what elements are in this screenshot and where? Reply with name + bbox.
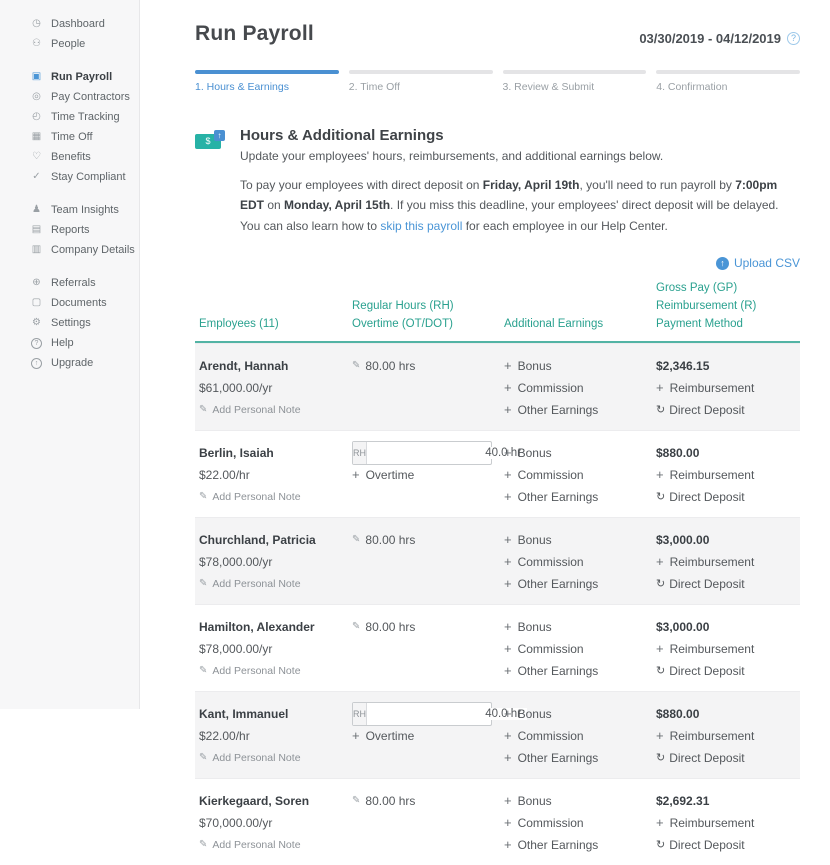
plus-icon: + [504, 576, 512, 592]
payment-method[interactable]: ↻ Direct Deposit [656, 750, 745, 765]
employee-name: Hamilton, Alexander [199, 619, 315, 634]
plus-icon: + [656, 380, 664, 396]
table-row [195, 691, 800, 778]
plus-icon: + [504, 663, 512, 679]
deadline-paragraph: To pay your employees with direct deposit on Friday, April 19th, you'll need to run payroll by 7:00pm EDT on Monday, April 15th. If you miss this deadline, your employees' direct deposit will be delayed. You can also learn how to skip this payroll for each employee in our Help Center. [240, 178, 779, 233]
employee-name: Churchland, Patricia [199, 532, 316, 547]
direct-deposit-icon: ↻ [656, 839, 666, 852]
step-bar [656, 70, 800, 74]
employee-rate: $61,000.00/yr [199, 380, 273, 395]
pencil-icon: ✎ [199, 491, 208, 503]
add-commission-button[interactable]: + Commission [504, 641, 584, 657]
sidebar-item-label: Time Tracking [51, 111, 120, 123]
sidebar-item-label: Upgrade [51, 357, 94, 369]
sidebar-item-benefits[interactable] [0, 147, 139, 167]
employee-rate: $78,000.00/yr [199, 641, 273, 656]
add-other-earnings-button[interactable]: + Other Earnings [504, 750, 599, 766]
add-commission-button[interactable]: + Commission [504, 728, 584, 744]
sidebar-item-stay-compliant[interactable] [0, 167, 139, 187]
col-header-employees: Employees (11) [199, 317, 279, 330]
gross-pay-value: $880.00 [656, 445, 700, 460]
employee-rate: $22.00/hr [199, 467, 250, 482]
skip-payroll-link[interactable]: skip this payroll [380, 218, 463, 233]
plus-icon: + [656, 815, 664, 831]
step-label: 2. Time Off [348, 81, 400, 93]
main-content [140, 0, 830, 853]
step-confirmation[interactable] [656, 70, 800, 93]
sidebar-item-label: Help [51, 337, 74, 349]
add-other-earnings-button[interactable]: + Other Earnings [504, 402, 599, 418]
employee-rate: $78,000.00/yr [199, 554, 273, 569]
add-personal-note-button[interactable]: ✎ Add Personal Note [199, 751, 301, 764]
sidebar-item-label: Settings [51, 317, 91, 329]
sidebar-item-time-off[interactable] [0, 127, 139, 147]
direct-deposit-icon: ↻ [656, 665, 666, 678]
document-icon: ▢ [31, 297, 42, 308]
plus-icon: + [504, 706, 512, 722]
plus-icon: + [504, 489, 512, 505]
money-bill-icon: $ ↑ [195, 130, 225, 150]
add-bonus-button[interactable]: + Bonus [504, 706, 552, 722]
sidebar-item-team-insights[interactable] [0, 200, 139, 220]
plus-icon: + [504, 445, 512, 461]
add-personal-note-button[interactable]: ✎ Add Personal Note [199, 838, 301, 851]
sidebar-item-label: Run Payroll [51, 71, 113, 83]
pencil-icon: ✎ [199, 404, 208, 416]
hours-prefix-label: RH [353, 703, 367, 725]
add-other-earnings-button[interactable]: + Other Earnings [504, 663, 599, 679]
plus-icon: + [504, 641, 512, 657]
step-time-off[interactable] [349, 70, 493, 93]
add-bonus-button[interactable]: + Bonus [504, 619, 552, 635]
add-bonus-button[interactable]: + Bonus [504, 445, 552, 461]
money-icon: ▣ [31, 71, 42, 82]
step-label: 4. Confirmation [656, 81, 728, 93]
direct-deposit-icon: ↻ [656, 752, 666, 765]
help-icon: ? [30, 338, 43, 349]
employee-name: Kant, Immanuel [199, 706, 289, 721]
calendar-icon: ▦ [31, 131, 42, 142]
employee-name: Arendt, Hannah [199, 358, 289, 373]
insights-icon: ♟ [32, 204, 41, 215]
sidebar-item-label: Pay Contractors [51, 91, 130, 103]
plus-icon: + [504, 358, 512, 374]
section-subtitle: Update your employees' hours, reimbursements, and additional earnings below. [240, 149, 664, 163]
heart-icon: ♡ [32, 151, 41, 162]
table-row [195, 430, 800, 517]
sidebar-item-company-details[interactable] [0, 240, 139, 260]
add-bonus-button[interactable]: + Bonus [504, 793, 552, 809]
add-reimbursement-button[interactable]: + Reimbursement [656, 815, 755, 831]
regular-hours-value[interactable]: ✎ 80.00 hrs [352, 793, 416, 808]
pencil-icon: ✎ [352, 360, 361, 372]
upgrade-icon: ↑ [30, 358, 43, 369]
info-icon[interactable]: ? [787, 32, 800, 45]
plus-icon: + [504, 467, 512, 483]
add-bonus-button[interactable]: + Bonus [504, 358, 552, 374]
gear-icon: ⚙ [32, 317, 41, 328]
gross-pay-value: $3,000.00 [656, 532, 710, 547]
pay-period-date-range [639, 31, 800, 46]
table-row [195, 604, 800, 691]
report-icon: ▤ [31, 224, 42, 235]
plus-icon: + [504, 402, 512, 418]
table-row [195, 778, 800, 865]
add-personal-note-button[interactable]: ✎ Add Personal Note [199, 490, 301, 503]
add-personal-note-button[interactable]: ✎ Add Personal Note [199, 664, 301, 677]
plus-icon: + [504, 554, 512, 570]
coins-icon: ◎ [32, 91, 41, 102]
pencil-icon: ✎ [352, 795, 361, 807]
sidebar-item-label: Dashboard [51, 18, 105, 30]
plus-icon: + [504, 793, 512, 809]
payment-method[interactable]: ↻ Direct Deposit [656, 576, 745, 591]
sidebar-item-label: Benefits [51, 151, 91, 163]
sidebar-item-run-payroll[interactable] [0, 67, 139, 87]
sidebar-item-people[interactable] [0, 34, 139, 54]
plus-icon: + [504, 619, 512, 635]
clock-icon: ◴ [32, 111, 41, 122]
plus-icon: + [504, 815, 512, 831]
add-bonus-button[interactable]: + Bonus [504, 532, 552, 548]
sidebar-item-time-tracking[interactable] [0, 107, 139, 127]
direct-deposit-icon: ↻ [656, 578, 666, 591]
date-range-text: 03/30/2019 - 04/12/2019 [639, 31, 781, 46]
add-other-earnings-button[interactable]: + Other Earnings [504, 576, 599, 592]
employee-rate: $70,000.00/yr [199, 815, 273, 830]
upload-icon: ↑ [716, 257, 729, 270]
progress-steps [195, 70, 800, 93]
plus-icon: + [504, 532, 512, 548]
gross-pay-value: $2,346.15 [656, 358, 710, 373]
sidebar-item-settings[interactable] [0, 313, 139, 333]
pencil-icon: ✎ [352, 534, 361, 546]
pencil-icon: ✎ [199, 665, 208, 677]
step-label: 1. Hours & Earnings [195, 81, 289, 93]
employee-rate: $22.00/hr [199, 728, 250, 743]
sidebar-item-label: Team Insights [51, 204, 119, 216]
sidebar-item-label: Reports [51, 224, 90, 236]
regular-hours-value[interactable]: ✎ 80.00 hrs [352, 532, 416, 547]
add-personal-note-button[interactable]: ✎ Add Personal Note [199, 577, 301, 590]
sidebar-item-dashboard[interactable] [0, 14, 139, 34]
sidebar-item-label: Company Details [51, 244, 135, 256]
gift-icon: ⊕ [32, 277, 41, 288]
gross-pay-value: $3,000.00 [656, 619, 710, 634]
step-review-submit[interactable] [503, 70, 647, 93]
direct-deposit-icon: ↻ [656, 404, 666, 417]
col-header-additional-earnings: Additional Earnings [504, 317, 604, 330]
add-personal-note-button[interactable]: ✎ Add Personal Note [199, 403, 301, 416]
pencil-icon: ✎ [199, 839, 208, 851]
plus-icon: + [656, 467, 664, 483]
add-commission-button[interactable]: + Commission [504, 554, 584, 570]
add-reimbursement-button[interactable]: + Reimbursement [656, 554, 755, 570]
add-reimbursement-button[interactable]: + Reimbursement [656, 728, 755, 744]
sidebar-item-referrals[interactable] [0, 273, 139, 293]
col-header-hours: Regular Hours (RH) Overtime (OT/DOT) [352, 299, 454, 330]
plus-icon: + [504, 750, 512, 766]
add-commission-button[interactable]: + Commission [504, 467, 584, 483]
sidebar-item-label: Referrals [51, 277, 96, 289]
gross-pay-value: $880.00 [656, 706, 700, 721]
step-bar [503, 70, 647, 74]
sidebar-item-label: Stay Compliant [51, 171, 126, 183]
step-label: 3. Review & Submit [502, 81, 595, 93]
add-overtime-button[interactable]: + Overtime [352, 728, 415, 744]
regular-hours-input-group [352, 441, 492, 465]
pencil-icon: ✎ [199, 578, 208, 590]
page-title: Run Payroll [195, 22, 314, 45]
add-reimbursement-button[interactable]: + Reimbursement [656, 641, 755, 657]
dashboard-icon: ◷ [32, 18, 41, 29]
upload-csv-button[interactable] [716, 256, 800, 270]
pencil-icon: ✎ [199, 752, 208, 764]
building-icon: ▥ [31, 244, 42, 255]
add-other-earnings-button[interactable]: + Other Earnings [504, 489, 599, 505]
step-bar [349, 70, 493, 74]
plus-icon: + [504, 728, 512, 744]
table-row [195, 343, 800, 430]
col-header-gross-pay: Gross Pay (GP) Reimbursement (R) Payment Method [656, 282, 757, 330]
table-row [195, 517, 800, 604]
regular-hours-value[interactable]: ✎ 80.00 hrs [352, 358, 416, 373]
people-icon: ⚇ [32, 38, 41, 49]
gross-pay-value: $2,692.31 [656, 793, 710, 808]
check-icon: ✓ [32, 171, 41, 182]
payroll-table [195, 280, 800, 864]
upload-csv-label: Upload CSV [733, 256, 800, 271]
payment-method[interactable]: ↻ Direct Deposit [656, 402, 745, 417]
direct-deposit-icon: ↻ [656, 491, 666, 504]
plus-icon: + [504, 837, 512, 853]
sidebar-item-label: Documents [51, 297, 107, 309]
section-title: Hours & Additional Earnings [240, 127, 444, 144]
add-overtime-button[interactable]: + Overtime [352, 467, 415, 483]
hours-prefix-label: RH [353, 442, 367, 464]
pencil-icon: ✎ [352, 621, 361, 633]
add-other-earnings-button[interactable]: + Other Earnings [504, 837, 599, 853]
sidebar [0, 0, 140, 709]
payment-method[interactable]: ↻ Direct Deposit [656, 837, 745, 852]
add-reimbursement-button[interactable]: + Reimbursement [656, 467, 755, 483]
plus-icon: + [504, 380, 512, 396]
sidebar-item-label: Time Off [51, 131, 93, 143]
table-header-row [195, 280, 800, 342]
plus-icon: + [352, 467, 360, 483]
plus-icon: + [352, 728, 360, 744]
sidebar-item-pay-contractors[interactable] [0, 87, 139, 107]
employee-name: Berlin, Isaiah [199, 445, 274, 460]
sidebar-item-reports[interactable] [0, 220, 139, 240]
sidebar-item-label: People [51, 38, 86, 50]
add-commission-button[interactable]: + Commission [504, 380, 584, 396]
employee-name: Kierkegaard, Soren [199, 793, 310, 808]
regular-hours-value[interactable]: ✎ 80.00 hrs [352, 619, 416, 634]
sidebar-item-upgrade[interactable] [0, 353, 139, 373]
step-hours-earnings[interactable] [195, 70, 339, 93]
payment-method[interactable]: ↻ Direct Deposit [656, 489, 745, 504]
plus-icon: + [656, 554, 664, 570]
step-bar [195, 70, 339, 74]
plus-icon: + [656, 641, 664, 657]
regular-hours-input-group [352, 702, 492, 726]
payment-method[interactable]: ↻ Direct Deposit [656, 663, 745, 678]
add-commission-button[interactable]: + Commission [504, 815, 584, 831]
sidebar-item-help[interactable] [0, 333, 139, 353]
add-reimbursement-button[interactable]: + Reimbursement [656, 380, 755, 396]
plus-icon: + [656, 728, 664, 744]
sidebar-item-documents[interactable] [0, 293, 139, 313]
